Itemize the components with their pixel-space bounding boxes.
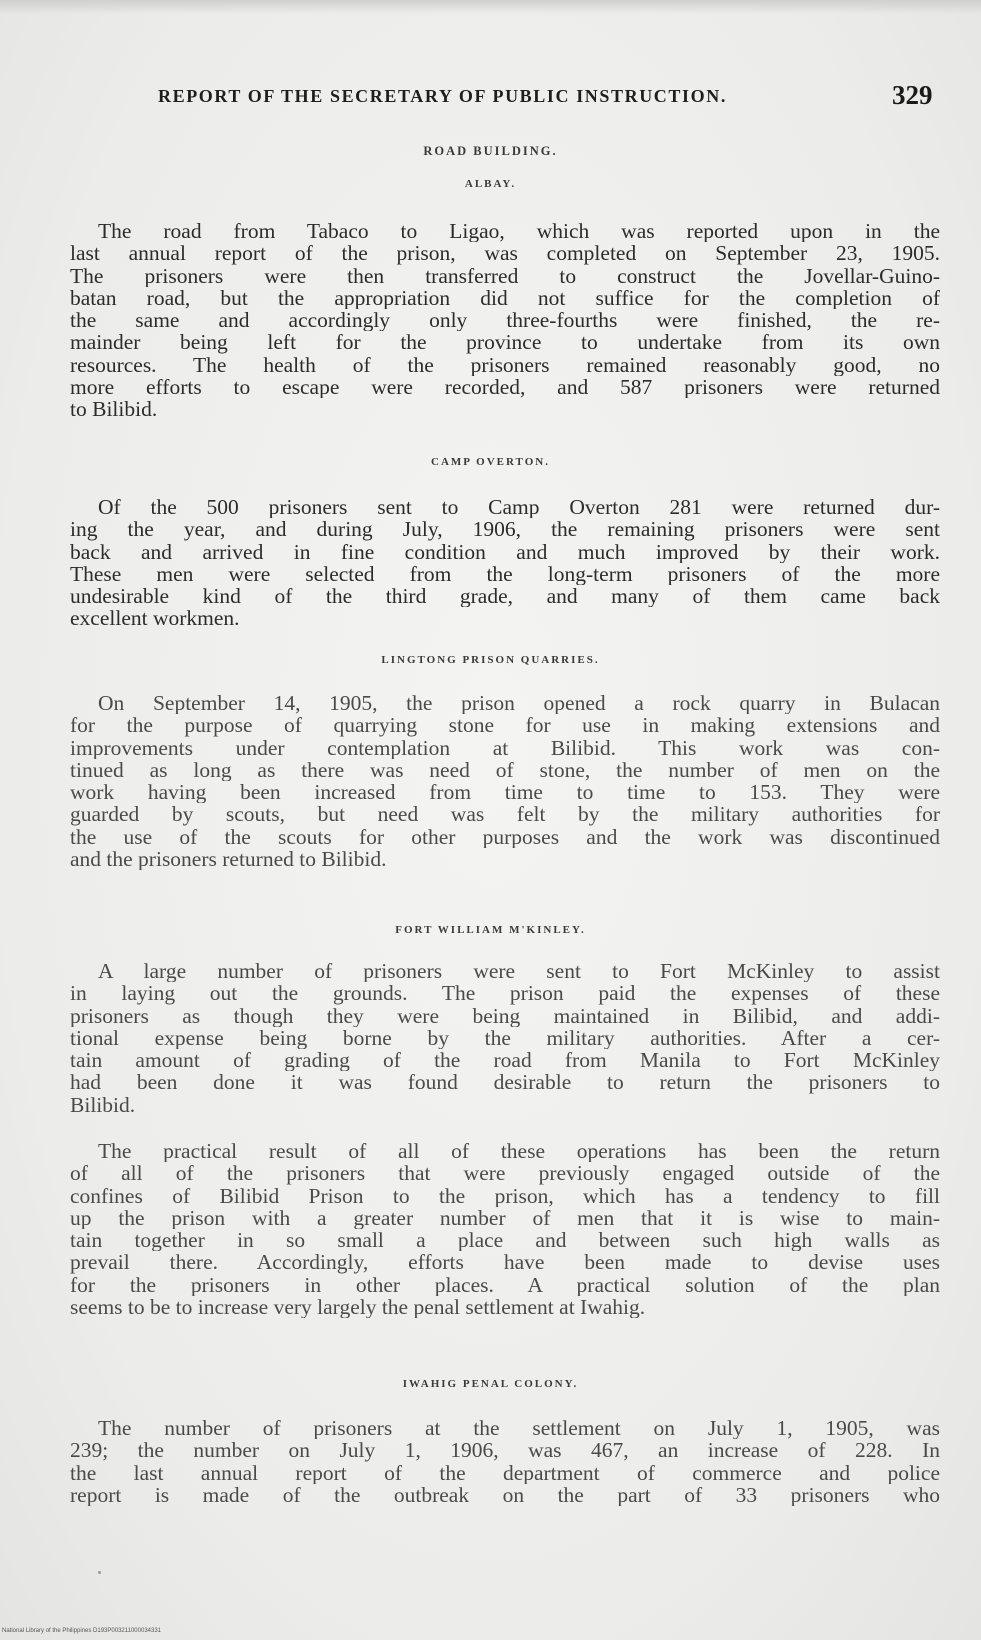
text-line: to Bilibid.	[70, 398, 158, 421]
section-heading-camp-overton: CAMP OVERTON.	[431, 456, 550, 468]
text-line: mainder being left for the province to undertake from its own	[70, 331, 940, 354]
text-line: excellent workmen.	[70, 607, 240, 630]
running-head: REPORT OF THE SECRETARY OF PUBLIC INSTRUCTION.	[158, 86, 727, 106]
page-number: 329	[892, 80, 933, 110]
text-line: for the prisoners in other places. A practical solution of the plan	[70, 1273, 940, 1297]
text-line: the use of the scouts for other purposes and the work was discontinued	[70, 825, 940, 849]
text-line: back and arrived in fine condition and much improved by their work.	[70, 540, 940, 563]
section-heading-lingtong-prison-quarries: LINGTONG PRISON QUARRIES.	[381, 654, 600, 666]
text-line: seems to be to increase very largely the penal settlement at Iwahig.	[70, 1296, 646, 1319]
text-line: prevail there. Accordingly, efforts have been made to devise uses	[70, 1251, 940, 1274]
text-line: Of the 500 prisoners sent to Camp Overton 281 were returned dur-	[98, 496, 940, 519]
section-heading-iwahig-penal-colony: IWAHIG PENAL COLONY.	[402, 1378, 579, 1390]
section-heading-road-building: ROAD BUILDING.	[423, 144, 558, 158]
text-line: confines of Bilibid Prison to the prison, which has a tendency to fill	[70, 1184, 940, 1207]
paragraph-camp-overton	[70, 496, 940, 630]
text-line: last annual report of the prison, was completed on September 23, 1905.	[70, 242, 940, 265]
text-line: work having been increased from time to time to 153. They were	[70, 781, 940, 804]
section-heading-fort-william-mckinley: FORT WILLIAM M'KINLEY.	[395, 924, 586, 936]
text-line: in laying out the grounds. The prison paid the expenses of these	[70, 982, 940, 1005]
text-line: tional expense being borne by the military authorities. After a cer-	[70, 1026, 940, 1050]
text-line: batan road, but the appropriation did not suffice for the completion of	[70, 286, 940, 310]
text-line: up the prison with a greater number of men that it is wise to main-	[70, 1206, 940, 1230]
scan-speck	[98, 1571, 101, 1574]
text-line: guarded by scouts, but need was felt by the military authorities for	[70, 803, 940, 826]
subheading-albay: ALBAY.	[464, 178, 517, 190]
text-line: improvements under contemplation at Bilibid. This work was con-	[70, 736, 940, 759]
text-line: report is made of the outbreak on the part of 33 prisoners who	[70, 1483, 940, 1507]
text-line: These men were selected from the long-term prisoners of the more	[70, 562, 940, 586]
text-line: The prisoners were then transferred to construct the Jovellar-Guino-	[70, 264, 940, 287]
text-line: more efforts to escape were recorded, and 587 prisoners were returned	[70, 376, 940, 399]
paragraph-road-building	[70, 220, 940, 421]
text-line: prisoners as though they were being maintained in Bilibid, and addi-	[70, 1004, 940, 1027]
text-line: 239; the number on July 1, 1906, was 467, an increase of 228. In	[70, 1439, 940, 1462]
text-line: tain together in so small a place and between such high walls as	[70, 1229, 940, 1252]
text-line: and the prisoners returned to Bilibid.	[70, 848, 387, 871]
paragraph-fort-mckinley	[70, 960, 940, 1116]
text-line: Bilibid.	[70, 1093, 136, 1117]
paragraph-iwahig	[70, 1417, 940, 1506]
text-line: the last annual report of the department of commerce and police	[70, 1461, 940, 1484]
paragraph-lingtong	[70, 692, 940, 870]
text-line: The practical result of all of these operations has been the return	[98, 1140, 940, 1163]
paragraph-practical-result	[70, 1140, 940, 1318]
text-line: of all of the prisoners that were previously engaged outside of the	[70, 1162, 940, 1185]
text-line: the same and accordingly only three-fourths were finished, the re-	[70, 309, 940, 332]
text-line: had been done it was found desirable to return the prisoners to	[70, 1071, 940, 1094]
text-line: resources. The health of the prisoners remained reasonably good, no	[70, 353, 940, 377]
text-line: for the purpose of quarrying stone for use in making extensions and	[70, 714, 940, 737]
text-line: tain amount of grading of the road from Manila to Fort McKinley	[70, 1049, 940, 1072]
scan-credit-footer: National Library of the Philippines D193P003211000034331	[2, 1628, 162, 1634]
text-line: undesirable kind of the third grade, and many of them came back	[70, 585, 940, 608]
text-line: tinued as long as there was need of stone, the number of men on the	[70, 758, 940, 782]
text-line: The road from Tabaco to Ligao, which was reported upon in the	[98, 220, 940, 243]
page-top-shadow	[0, 0, 981, 14]
text-line: ing the year, and during July, 1906, the remaining prisoners were sent	[70, 518, 940, 541]
text-line: On September 14, 1905, the prison opened a rock quarry in Bulacan	[98, 692, 940, 715]
text-line: The number of prisoners at the settlement on July 1, 1905, was	[98, 1417, 940, 1440]
text-line: A large number of prisoners were sent to Fort McKinley to assist	[98, 960, 940, 983]
